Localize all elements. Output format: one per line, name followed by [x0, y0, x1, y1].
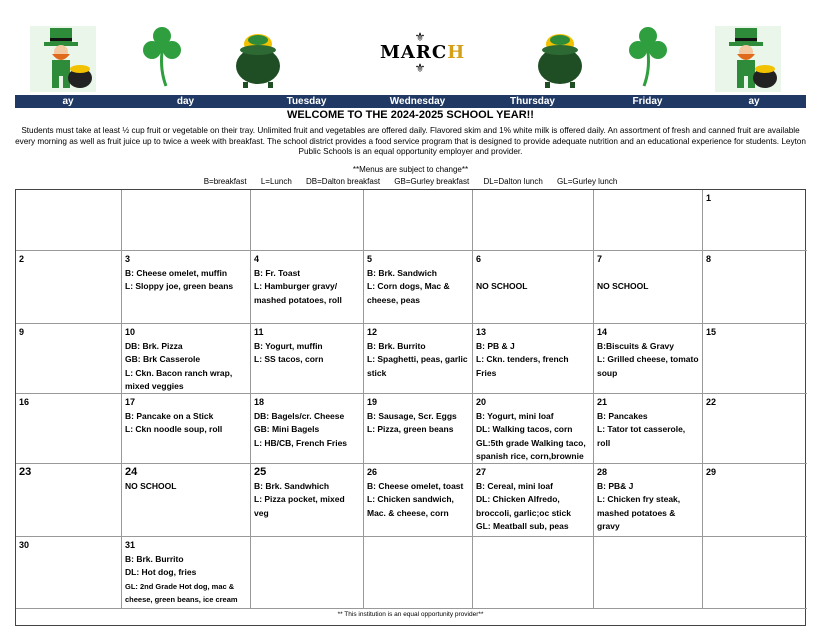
calendar-day-cell	[473, 464, 594, 537]
pot-of-gold-icon	[233, 26, 283, 95]
menu-line: B: Pancakes	[597, 410, 648, 421]
calendar-day-cell	[16, 464, 122, 537]
shamrock-icon	[628, 26, 668, 93]
day-number: 27	[476, 467, 487, 477]
day-number: 22	[706, 397, 717, 407]
menu-line: B: Brk. Sandwhich	[254, 480, 330, 491]
fleur-decoration-icon: ⚜	[414, 30, 426, 44]
calendar-day-cell	[364, 190, 473, 251]
menu-line: DB: Bagels/cr. Cheese	[254, 410, 345, 421]
calendar-day-cell	[473, 537, 594, 609]
menu-line: L: Hamburger gravy/ mashed potatoes, roll	[254, 281, 342, 305]
legend-item: B=breakfast	[203, 177, 247, 186]
calendar-day-cell	[122, 394, 251, 464]
day-number: 12	[367, 327, 378, 337]
day-number: 21	[597, 397, 608, 407]
calendar-day-cell	[364, 251, 473, 324]
day-number: 3	[125, 254, 131, 264]
menu-line: B: Fr. Toast	[254, 267, 301, 278]
weekday-thursday: Thursday	[509, 96, 555, 107]
menu-line: DL: Walking tacos, corn	[476, 424, 573, 434]
month-title: MARCH	[380, 42, 466, 63]
menu-line: DL: Chicken Alfredo, broccoli, garlic;oc stick	[476, 494, 571, 518]
weekday-friday: Friday	[632, 96, 663, 107]
day-number: 1	[706, 193, 712, 203]
calendar-day-cell	[703, 537, 807, 609]
calendar-day-cell	[16, 190, 122, 251]
day-number: 13	[476, 327, 487, 337]
menu-line: NO SCHOOL	[476, 281, 528, 291]
calendar-day-cell	[364, 394, 473, 464]
day-number: 2	[19, 254, 25, 264]
menu-line: L: Pizza pocket, mixed veg	[254, 494, 345, 518]
calendar-day-cell	[594, 324, 703, 394]
leprechaun-icon	[715, 26, 781, 97]
menu-line: L: Chicken fry steak, mashed potatoes & gravy	[597, 494, 681, 531]
calendar-day-cell	[364, 324, 473, 394]
calendar-day-cell	[594, 464, 703, 537]
menu-line: B: PB& J	[597, 480, 634, 491]
calendar-day-cell	[364, 537, 473, 609]
menu-line: L: Ckn. Bacon ranch wrap, mixed veggies	[125, 367, 233, 391]
calendar-day-cell	[364, 464, 473, 537]
month-title-block	[380, 30, 466, 75]
calendar-day-cell	[703, 394, 807, 464]
calendar-day-cell	[122, 324, 251, 394]
leprechaun-icon	[30, 26, 96, 97]
menu-line: B: Brk. Sandwich	[367, 267, 437, 278]
menu-line: NO SCHOOL	[125, 480, 177, 491]
day-number: 29	[706, 467, 717, 477]
menu-line: L: Corn dogs, Mac & cheese, peas	[367, 281, 450, 305]
day-number: 14	[597, 327, 608, 337]
day-number: 18	[254, 397, 265, 407]
menu-line: GL: 2nd Grade Hot dog, mac & cheese, green beans, ice cream	[125, 581, 238, 604]
legend-item: L=Lunch	[260, 177, 292, 186]
footer-note: ** This institution is an equal opportunity provider**	[15, 609, 806, 626]
weekday-wednesday: Wednesday	[389, 96, 446, 107]
legend-item: DB=Dalton breakfast	[306, 177, 381, 186]
menu-line: B: Yogurt, mini loaf	[476, 410, 554, 421]
menu-line: L: Grilled cheese, tomato soup	[597, 354, 699, 378]
calendar-day-cell	[703, 464, 807, 537]
subject-to-change-note: **Menus are subject to change**	[352, 165, 469, 174]
menu-line	[597, 267, 699, 281]
menu-line: B:Biscuits & Gravy	[597, 340, 674, 351]
legend	[15, 177, 806, 186]
legend-item: GL=Gurley lunch	[557, 177, 618, 186]
calendar-day-cell	[16, 324, 122, 394]
menu-line: B: Brk. Burrito	[367, 340, 426, 351]
menu-line	[476, 267, 590, 281]
calendar-day-cell	[122, 251, 251, 324]
welcome-heading: WELCOME TO THE 2024-2025 SCHOOL YEAR!!	[287, 109, 534, 121]
menu-line: L: Tator tot casserole, roll	[597, 424, 686, 448]
calendar-day-cell	[251, 394, 364, 464]
calendar-day-cell	[122, 464, 251, 537]
calendar-day-cell	[473, 251, 594, 324]
weekday-header-row	[15, 95, 806, 108]
menu-line: NO SCHOOL	[597, 281, 649, 291]
calendar-day-cell	[251, 464, 364, 537]
calendar-day-cell	[122, 190, 251, 251]
menu-line: GL:5th grade Walking taco, spanish rice, corn,brownie	[476, 437, 586, 461]
menu-line: B: Cheese omelet, toast	[367, 480, 464, 491]
calendar-day-cell	[473, 324, 594, 394]
calendar-day-cell	[16, 394, 122, 464]
weekday-saturday: ay	[748, 96, 760, 107]
menu-line: GB: Brk Casserole	[125, 354, 201, 364]
menu-line: L: HB/CB, French Fries	[254, 437, 348, 448]
day-number: 20	[476, 397, 487, 407]
calendar-day-cell	[594, 190, 703, 251]
calendar-day-cell	[703, 190, 807, 251]
menu-line: B: Cereal, mini loaf	[476, 480, 553, 491]
calendar-day-cell	[251, 324, 364, 394]
day-number: 11	[254, 327, 264, 337]
day-number: 5	[367, 254, 373, 264]
calendar-day-cell	[251, 251, 364, 324]
day-number: 26	[367, 467, 378, 477]
menu-line: DB: Brk. Pizza	[125, 340, 183, 351]
menu-line: L: Pizza, green beans	[367, 424, 454, 434]
day-number: 9	[19, 327, 25, 337]
day-number: 4	[254, 254, 260, 264]
weekday-monday: day	[176, 96, 195, 107]
day-number: 23	[19, 466, 32, 478]
menu-line: L: SS tacos, corn	[254, 354, 324, 364]
day-number: 31	[125, 540, 136, 550]
menu-line: L: Chicken sandwich, Mac. & cheese, corn	[367, 494, 454, 518]
calendar-day-cell	[473, 394, 594, 464]
legend-item: GB=Gurley breakfast	[394, 177, 470, 186]
calendar-day-cell	[16, 251, 122, 324]
day-number: 19	[367, 397, 378, 407]
calendar-day-cell	[122, 537, 251, 609]
weekday-sunday: ay	[62, 96, 74, 107]
day-number: 30	[19, 540, 30, 550]
day-number: 16	[19, 397, 30, 407]
calendar-day-cell	[594, 394, 703, 464]
calendar-day-cell	[473, 190, 594, 251]
day-number: 24	[125, 466, 138, 478]
menu-line: GB: Mini Bagels	[254, 424, 320, 434]
menu-line: L: Ckn noodle soup, roll	[125, 424, 223, 434]
fleur-decoration-icon: ⚜	[414, 61, 426, 75]
menu-line: B: Brk. Burrito	[125, 553, 184, 564]
menu-line: B: Yogurt, muffin	[254, 340, 323, 351]
day-number: 25	[254, 466, 267, 478]
shamrock-icon	[142, 26, 182, 93]
legend-item: DL=Dalton lunch	[483, 177, 543, 186]
menu-line: L: Spaghetti, peas, garlic stick	[367, 354, 468, 378]
menu-line: GL: Meatball sub, peas	[476, 521, 569, 531]
menu-line: L: Sloppy joe, green beans	[125, 281, 234, 291]
pot-of-gold-icon	[535, 26, 585, 95]
menu-line: B: Sausage, Scr. Eggs	[367, 410, 457, 421]
day-number: 6	[476, 254, 482, 264]
calendar-day-cell	[703, 251, 807, 324]
intro-paragraph: Students must take at least ½ cup fruit or vegetable on their tray. Unlimited fruit and vegetables are offered daily. Flavored skim and 1% white milk is offered daily. An assortment of fresh and canned fruit are available every morning as well as fruit juice up to twice a week with breakfast. The school district provides a food service program that is designed to provide adequate nutrition and an educational experience for students. Leyton Public Schools is an equal opportunity employer and provider.	[15, 126, 806, 156]
day-number: 17	[125, 397, 136, 407]
calendar-day-cell	[16, 537, 122, 609]
calendar-day-cell	[594, 251, 703, 324]
calendar-header	[0, 0, 826, 96]
day-number: 10	[125, 327, 136, 337]
day-number: 8	[706, 254, 712, 264]
calendar-day-cell	[703, 324, 807, 394]
day-number: 7	[597, 254, 603, 264]
calendar-grid	[15, 189, 806, 609]
calendar-day-cell	[594, 537, 703, 609]
weekday-tuesday: Tuesday	[286, 96, 327, 107]
calendar-day-cell	[251, 190, 364, 251]
menu-line: DL: Hot dog, fries	[125, 567, 197, 577]
menu-line: B: PB & J	[476, 340, 515, 351]
menu-line: L: Ckn. tenders, french Fries	[476, 354, 569, 378]
menu-line: B: Pancake on a Stick	[125, 410, 214, 421]
calendar-day-cell	[251, 537, 364, 609]
day-number: 28	[597, 467, 608, 477]
menu-line: B: Cheese omelet, muffin	[125, 267, 228, 278]
day-number: 15	[706, 327, 717, 337]
